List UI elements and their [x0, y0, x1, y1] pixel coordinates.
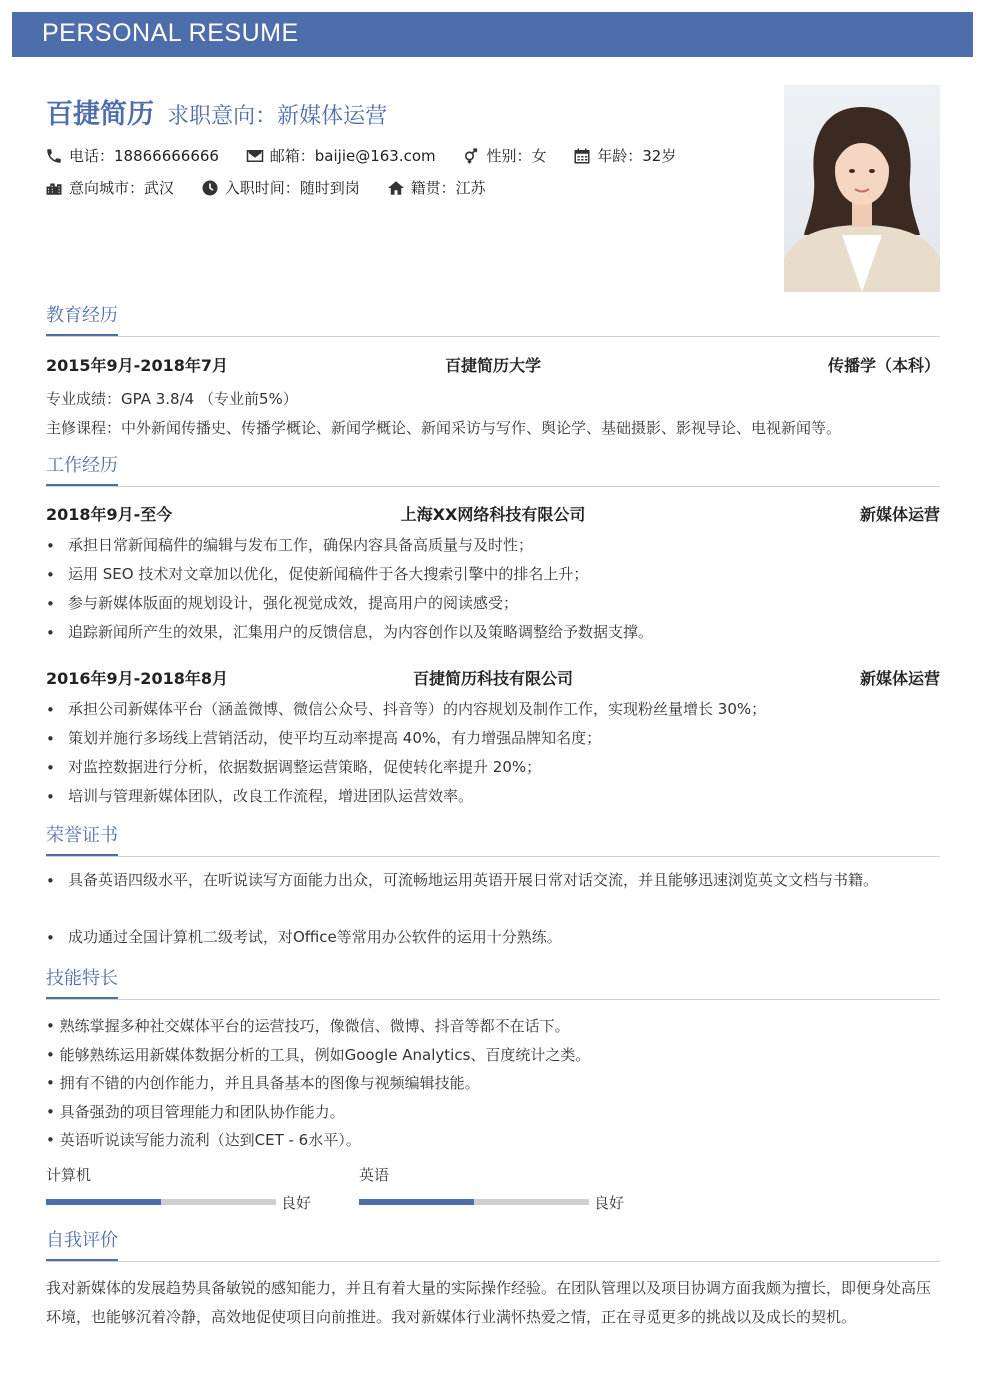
city-text: 意向城市：武汉	[69, 179, 175, 197]
education-major: 传播学（本科）	[827, 356, 940, 375]
skill-bar-english	[359, 1199, 589, 1205]
skill-item: • 拥有不错的内创作能力，并且具备基本的图像与视频编辑技能。	[46, 1074, 480, 1092]
contact-row	[45, 145, 698, 169]
hometown-text: 籍贯：江苏	[410, 179, 486, 197]
education-gpa: 专业成绩：GPA 3.8/4 （专业前5%）	[46, 390, 298, 408]
name-line	[46, 92, 387, 131]
phone-item	[45, 145, 219, 166]
section-self-eval	[46, 1228, 940, 1262]
skill-item: • 能够熟练运用新媒体数据分析的工具，例如Google Analytics、百度统计之类。	[46, 1046, 591, 1064]
skill-bar-label-computer: 计算机	[46, 1166, 92, 1184]
envelope-icon	[246, 147, 264, 165]
job-row	[46, 502, 940, 526]
start-time-item	[201, 177, 360, 198]
bullet-dot: •	[46, 701, 55, 719]
gender-item	[462, 145, 546, 166]
job-role: 新媒体运营	[859, 505, 940, 524]
section-title-work: 工作经历	[46, 453, 118, 486]
duty-text: 承担日常新闻稿件的编辑与发布工作，确保内容具备高质量与及时性；	[68, 536, 534, 554]
education-period: 2015年9月-2018年7月	[46, 356, 228, 375]
job-role: 新媒体运营	[859, 669, 940, 688]
section-skills	[46, 966, 940, 1000]
bullet-dot: •	[46, 624, 55, 642]
section-work	[46, 453, 940, 487]
age-item	[573, 145, 676, 166]
gender-icon	[462, 147, 480, 165]
preference-row	[45, 177, 508, 201]
email-item	[246, 145, 436, 166]
section-title-self-eval: 自我评价	[46, 1228, 118, 1261]
banner-title: PERSONAL RESUME	[42, 19, 299, 47]
bullet-dot: •	[46, 788, 55, 806]
section-title-education: 教育经历	[46, 303, 118, 336]
section-title-honors: 荣誉证书	[46, 823, 118, 856]
phone-icon	[45, 147, 63, 165]
hometown-item	[387, 177, 486, 198]
candidate-name: 百捷简历	[46, 99, 154, 130]
skill-bar-fill	[46, 1199, 161, 1205]
bullet-dot: •	[46, 929, 55, 947]
duty-text: 对监控数据进行分析，依据数据调整运营策略，促使转化率提升 20%；	[68, 758, 542, 776]
bullet-dot: •	[46, 872, 55, 890]
skill-item: • 具备强劲的项目管理能力和团队协作能力。	[46, 1103, 345, 1121]
bullet-dot: •	[46, 595, 55, 613]
profile-photo	[784, 85, 940, 292]
section-honors	[46, 823, 940, 857]
phone-text: 电话：18866666666	[69, 147, 219, 165]
bullet-dot: •	[46, 730, 55, 748]
duty-text: 培训与管理新媒体团队，改良工作流程，增进团队运营效率。	[68, 787, 474, 805]
top-banner	[12, 12, 973, 57]
duty-text: 参与新媒体版面的规划设计，强化视觉成效，提高用户的阅读感受；	[68, 594, 519, 612]
job-row	[46, 666, 940, 690]
duty-text: 追踪新闻所产生的效果，汇集用户的反馈信息，为内容创作以及策略调整给予数据支撑。	[68, 623, 654, 641]
email-text: 邮箱：baijie@163.com	[269, 147, 436, 165]
skill-level-english: 良好	[594, 1194, 625, 1212]
duty-text: 运用 SEO 技术对文章加以优化，促使新闻稿件于各大搜索引擎中的排名上升；	[68, 565, 589, 583]
job-period: 2016年9月-2018年8月	[46, 669, 228, 688]
job-company: 百捷简历科技有限公司	[412, 669, 573, 688]
education-row	[46, 353, 940, 377]
honor-item	[46, 872, 940, 930]
age-text: 年龄：32岁	[597, 147, 677, 165]
section-education	[46, 303, 940, 337]
clock-icon	[201, 179, 219, 197]
home-icon	[387, 179, 405, 197]
gender-text: 性别：女	[486, 147, 547, 165]
skill-bar-computer	[46, 1199, 276, 1205]
city-item	[45, 177, 174, 198]
skill-item: • 熟练掌握多种社交媒体平台的运营技巧，像微信、微博、抖音等都不在话下。	[46, 1017, 570, 1035]
skill-bar-label-english: 英语	[359, 1166, 390, 1184]
education-courses: 主修课程：中外新闻传播史、传播学概论、新闻学概论、新闻采访与写作、舆论学、基础摄影、影视导论、电视新闻等。	[46, 419, 842, 437]
calendar-icon	[573, 147, 591, 165]
skill-level-computer: 良好	[281, 1194, 312, 1212]
portrait-illustration	[784, 85, 940, 292]
bullet-dot: •	[46, 566, 55, 584]
bullet-dot: •	[46, 537, 55, 555]
duty-text: 承担公司新媒体平台（涵盖微博、微信公众号、抖音等）的内容规划及制作工作，实现粉丝量增长 30%；	[68, 700, 767, 718]
education-school: 百捷简历大学	[444, 356, 541, 375]
start-time-text: 入职时间：随时到岗	[224, 179, 360, 197]
self-eval-text: 我对新媒体的发展趋势具备敏锐的感知能力，并且有着大量的实际操作经验。在团队管理以及项目协调方面我颇为擅长，即便身处高压环境，也能够沉着冷静，高效地促使项目向前推进。我对新媒体行业满怀热爱之情，正在寻觅更多的挑战以及成长的契机。	[46, 1279, 932, 1326]
honor-text: 具备英语四级水平，在听说读写方面能力出众，可流畅地运用英语开展日常对话交流，并且能够迅速浏览英文文档与书籍。	[68, 871, 879, 889]
duty-text: 策划并施行多场线上营销活动，使平均互动率提高 40%，有力增强品牌知名度；	[68, 729, 602, 747]
section-title-skills: 技能特长	[46, 966, 118, 999]
skill-bar-fill	[359, 1199, 474, 1205]
skill-item: • 英语听说读写能力流利（达到CET - 6水平）。	[46, 1131, 361, 1149]
honor-text: 成功通过全国计算机二级考试，对Office等常用办公软件的运用十分熟练。	[68, 928, 562, 946]
city-icon	[45, 179, 63, 197]
job-company: 上海XX网络科技有限公司	[400, 505, 586, 524]
job-period: 2018年9月-至今	[46, 505, 173, 524]
job-intent: 求职意向：新媒体运营	[167, 104, 388, 129]
bullet-dot: •	[46, 759, 55, 777]
